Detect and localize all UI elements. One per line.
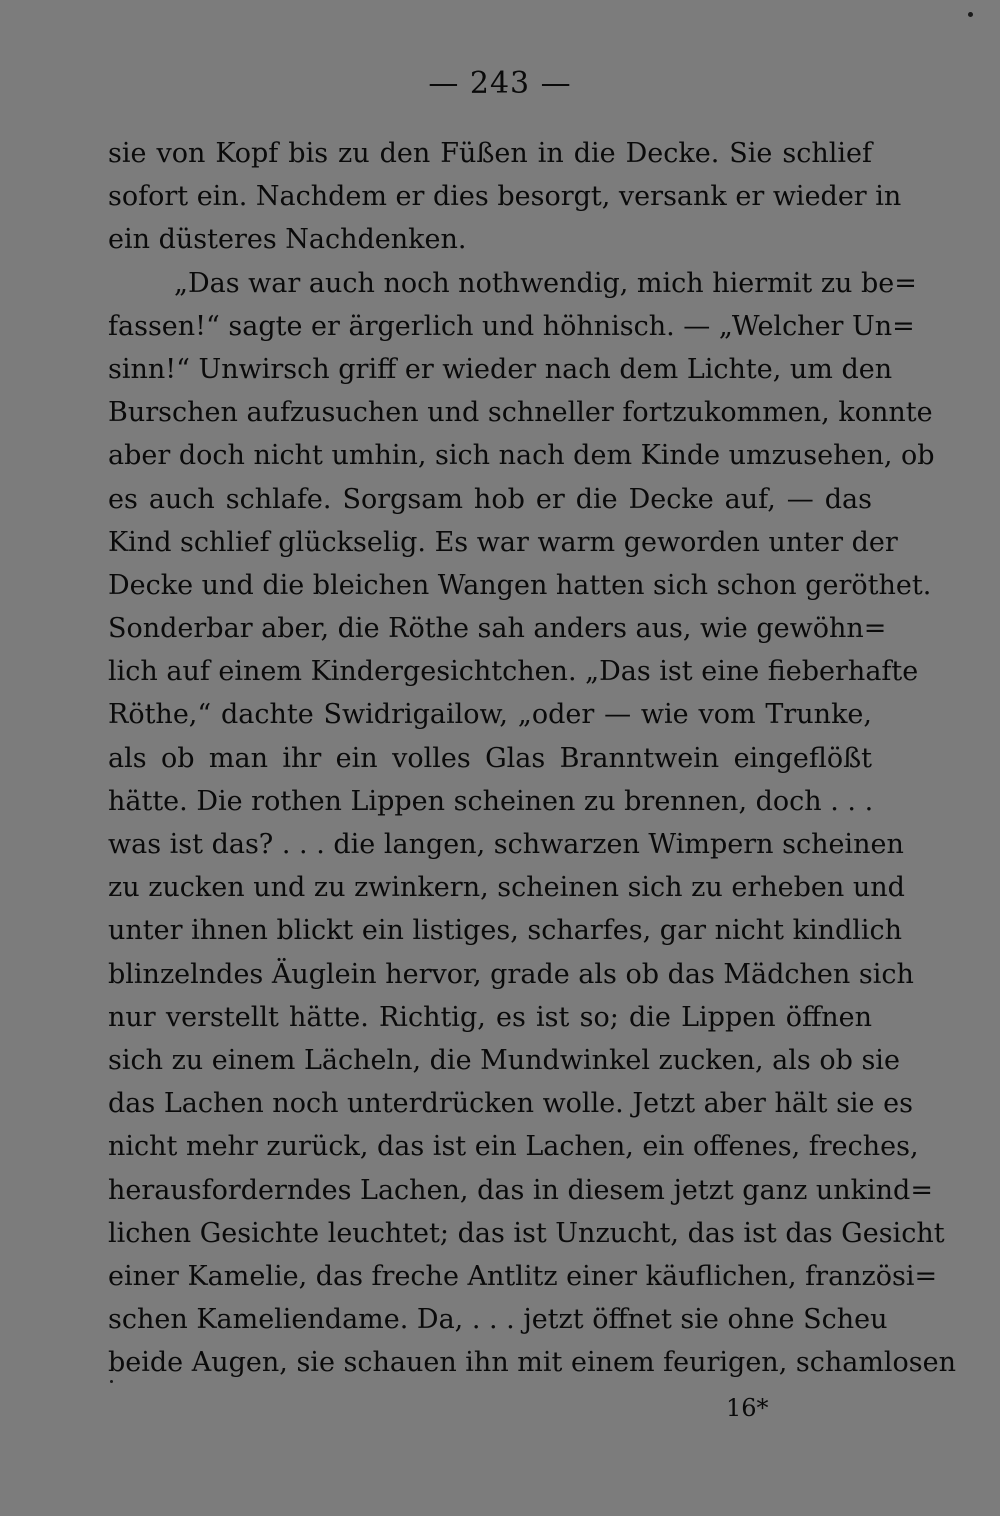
text-line: nur verstellt hätte. Richtig, es ist so; die Lippen öffnen bbox=[108, 1001, 872, 1033]
page-number: — 243 — bbox=[428, 66, 572, 101]
body-text bbox=[108, 132, 957, 1384]
text-line: sinn!“ Unwirsch griff er wieder nach dem Lichte, um den bbox=[108, 353, 893, 385]
text-line: Kind schlief glückselig. Es war warm geworden unter der bbox=[108, 526, 898, 558]
signature-mark: 16* bbox=[726, 1394, 769, 1422]
paragraph-start-line: „Das war auch noch nothwendig, mich hiermit zu be= bbox=[174, 267, 917, 299]
text-line: beide Augen, sie schauen ihn mit einem feurigen, schamlosen bbox=[108, 1347, 957, 1379]
text-line: sie von Kopf bis zu den Füßen in die Decke. Sie schlief bbox=[108, 138, 872, 169]
text-line: Sonderbar aber, die Röthe sah anders aus, wie gewöhn= bbox=[108, 613, 887, 645]
scan-speck bbox=[110, 1380, 113, 1383]
text-line: lichen Gesichte leuchtet; das ist Unzucht, das ist das Gesicht bbox=[108, 1217, 945, 1249]
text-line: Decke und die bleichen Wangen hatten sich schon geröthet. bbox=[108, 569, 932, 601]
text-line: lich auf einem Kindergesichtchen. „Das ist eine fieberhafte bbox=[108, 656, 919, 688]
text-line: fassen!“ sagte er ärgerlich und höhnisch. — „Welcher Un= bbox=[108, 310, 915, 342]
text-line: Röthe,“ dachte Swidrigailow, „oder — wie vom Trunke, bbox=[108, 699, 872, 731]
text-line: herausforderndes Lachen, das in diesem jetzt ganz unkind= bbox=[108, 1174, 933, 1206]
text-line: als ob man ihr ein volles Glas Branntwein eingeflößt bbox=[108, 742, 872, 774]
text-line: hätte. Die rothen Lippen scheinen zu brennen, doch . . . bbox=[108, 785, 874, 817]
text-line: es auch schlafe. Sorgsam hob er die Decke auf, — das bbox=[108, 483, 872, 515]
text-line: zu zucken und zu zwinkern, scheinen sich zu erheben und bbox=[108, 872, 905, 904]
text-line: einer Kamelie, das freche Antlitz einer käuflichen, französi= bbox=[108, 1260, 938, 1292]
text-line: was ist das? . . . die langen, schwarzen Wimpern scheinen bbox=[108, 829, 904, 860]
scan-speck bbox=[968, 12, 973, 17]
text-line: sofort ein. Nachdem er dies besorgt, versank er wieder in bbox=[108, 181, 902, 213]
text-line: blinzelndes Äuglein hervor, grade als ob das Mädchen sich bbox=[108, 958, 914, 990]
text-line: aber doch nicht umhin, sich nach dem Kinde umzusehen, ob bbox=[108, 440, 935, 472]
text-line: unter ihnen blickt ein listiges, scharfes, gar nicht kindlich bbox=[108, 915, 903, 947]
text-line: nicht mehr zurück, das ist ein Lachen, ein offenes, freches, bbox=[108, 1131, 919, 1163]
text-line: ein düsteres Nachdenken. bbox=[108, 224, 467, 256]
text-line: Burschen aufzusuchen und schneller fortzukommen, konnte bbox=[108, 397, 933, 429]
text-line: das Lachen noch unterdrücken wolle. Jetzt aber hält sie es bbox=[108, 1088, 913, 1120]
text-line: schen Kameliendame. Da, . . . jetzt öffnet sie ohne Scheu bbox=[108, 1304, 888, 1336]
text-line: sich zu einem Lächeln, die Mundwinkel zucken, als ob sie bbox=[108, 1044, 900, 1076]
